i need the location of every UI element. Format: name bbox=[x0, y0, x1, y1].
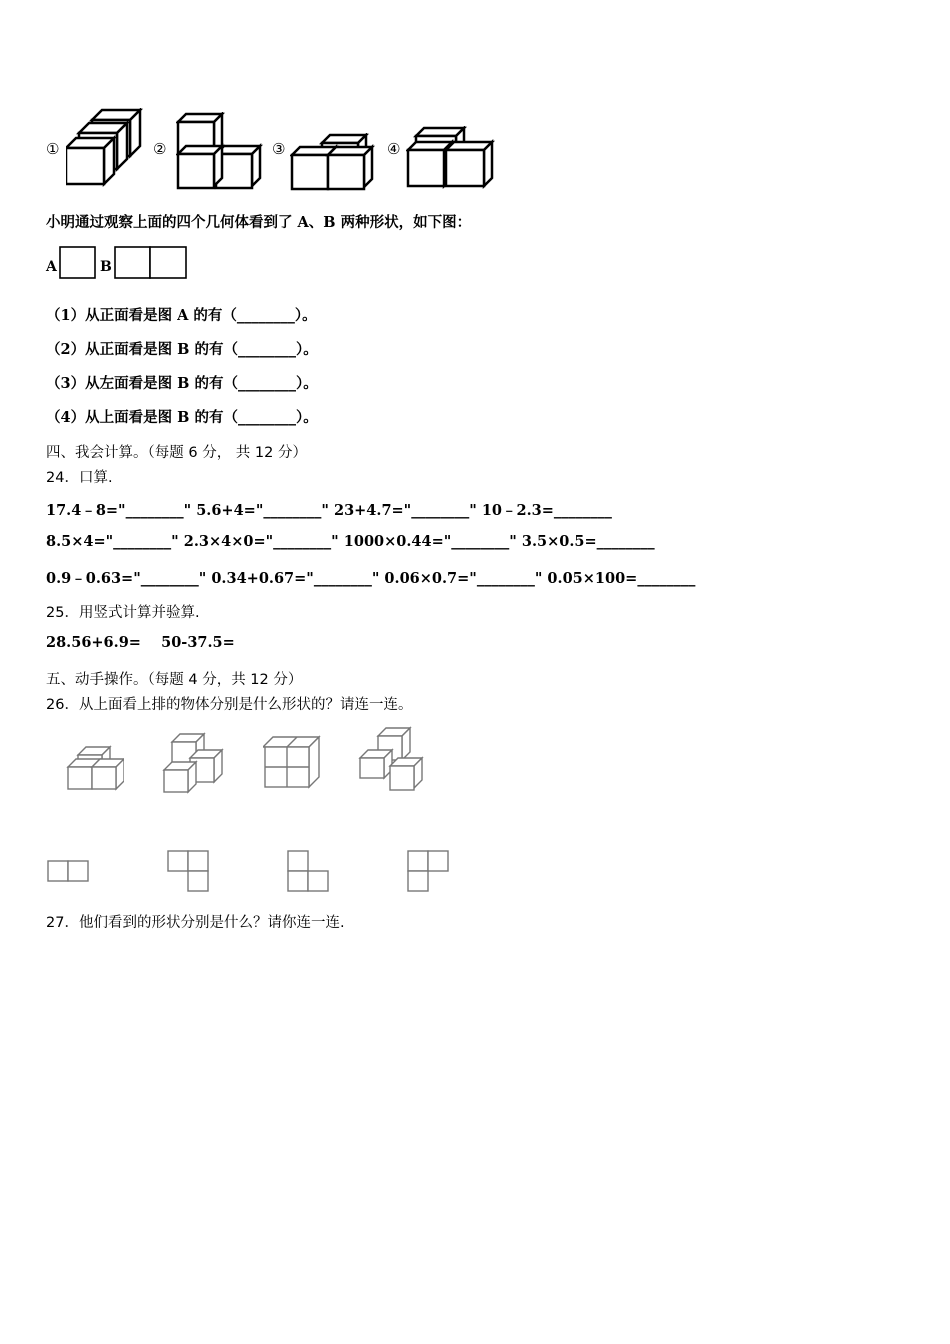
top-view-1 bbox=[47, 859, 91, 885]
question-24: 24．口算. bbox=[46, 470, 113, 486]
shape-a bbox=[59, 246, 97, 280]
intro-text: 小明通过观察上面的四个几何体看到了 A、B 两种形状，如下图： bbox=[46, 214, 472, 231]
oral-row-3: 0.9﹣0.63="________" 0.34+0.67="________" 0.06×0.7="________" 0.05×100=________ bbox=[46, 570, 696, 587]
question-4: （4）从上面看是图 B 的有（________）。 bbox=[46, 409, 318, 426]
cube-solid-2 bbox=[176, 112, 266, 192]
cube-solid-4 bbox=[406, 126, 498, 192]
object-4 bbox=[358, 726, 424, 792]
top-view-4 bbox=[406, 849, 452, 893]
cube-solid-1 bbox=[66, 108, 148, 190]
shape-b-label: B bbox=[100, 259, 112, 275]
figure-label-1: ① bbox=[46, 140, 60, 158]
top-view-3 bbox=[286, 849, 330, 893]
figure-label-3: ③ bbox=[272, 140, 286, 158]
question-1: （1）从正面看是图 A 的有（________）。 bbox=[46, 307, 317, 324]
figure-label-4: ④ bbox=[387, 140, 401, 158]
question-2: （2）从正面看是图 B 的有（________）。 bbox=[46, 341, 318, 358]
section-4-title: 四、我会计算。（每题 6 分， 共 12 分） bbox=[46, 445, 307, 461]
question-3: （3）从左面看是图 B 的有（________）。 bbox=[46, 375, 318, 392]
question-25-items: 28.56+6.9= 50-37.5= bbox=[46, 634, 235, 651]
figure-label-2: ② bbox=[153, 140, 167, 158]
section-5-title: 五、动手操作。（每题 4 分，共 12 分） bbox=[46, 672, 303, 688]
question-26: 26．从上面看上排的物体分别是什么形状的？请连一连。 bbox=[46, 697, 413, 713]
cube-solid-3 bbox=[290, 133, 376, 193]
object-2 bbox=[162, 732, 226, 794]
question-25: 25．用竖式计算并验算. bbox=[46, 605, 200, 621]
question-27: 27．他们看到的形状分别是什么？请你连一连. bbox=[46, 915, 345, 931]
top-view-2 bbox=[166, 849, 210, 893]
object-1 bbox=[66, 745, 124, 791]
shape-a-label: A bbox=[46, 259, 57, 275]
object-3 bbox=[263, 735, 321, 791]
oral-row-1: 17.4﹣8="________" 5.6+4="________" 23+4.7="________" 10﹣2.3=________ bbox=[46, 502, 612, 519]
oral-row-2: 8.5×4="________" 2.3×4×0="________" 1000×0.44="________" 3.5×0.5=________ bbox=[46, 533, 655, 550]
shape-b bbox=[114, 246, 189, 280]
